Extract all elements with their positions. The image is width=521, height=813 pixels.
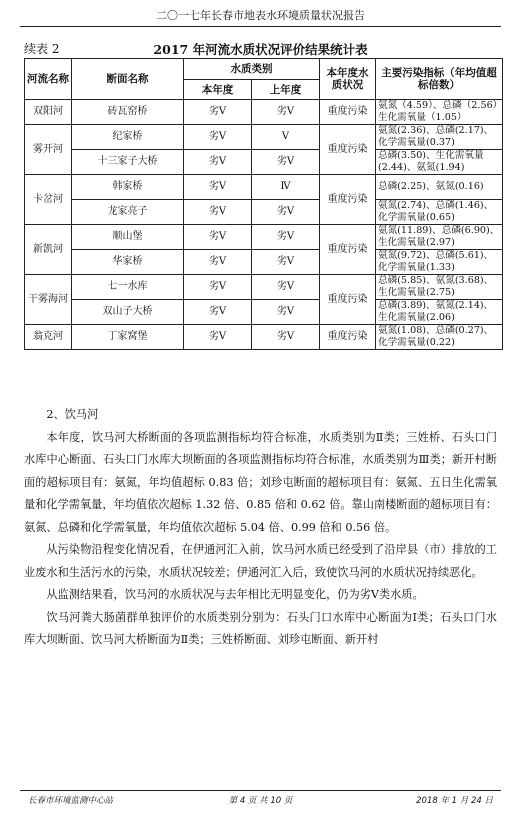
- last-year-class: 劣Ⅴ: [252, 150, 320, 175]
- last-year-class: 劣Ⅴ: [252, 200, 320, 225]
- table-row: [25, 250, 503, 275]
- pollutants: 总磷(3.50)、生化需氧量(2.44)、氨氮(1.94): [376, 150, 503, 175]
- table-row: [25, 325, 503, 350]
- footer-org: 长春市环境监测中心站: [28, 796, 114, 806]
- table-title: 2017 年河流水质状况评价结果统计表: [153, 42, 368, 57]
- table-row: [25, 275, 503, 300]
- table-row: [25, 175, 503, 200]
- status: 重度污染: [320, 100, 376, 125]
- table-row: [25, 225, 503, 250]
- this-year-class: 劣Ⅴ: [184, 175, 252, 200]
- paragraph: 饮马河粪大肠菌群单独评价的水质类别分别为：石头门口水库中心断面为Ⅰ类；石头口门水库大坝断面、饮马河大桥断面为Ⅱ类；三姓桥断面、刘珍屯断面、新开村: [24, 610, 497, 646]
- this-year-class: 劣Ⅴ: [184, 150, 252, 175]
- river-name: 干雾海河: [25, 275, 72, 325]
- this-year-class: 劣Ⅴ: [184, 325, 252, 350]
- header-last-year: 上年度: [252, 80, 320, 100]
- last-year-class: 劣Ⅴ: [252, 225, 320, 250]
- pollutants: 总磷(2.25)、氨氮(0.16): [376, 175, 503, 200]
- section-name: 七一水库: [72, 275, 184, 300]
- river-name: 新凯河: [25, 225, 72, 275]
- river-name: 卡岔河: [25, 175, 72, 225]
- table-row: [25, 100, 503, 125]
- last-year-class: 劣Ⅴ: [252, 300, 320, 325]
- river-name: 翁克河: [25, 325, 72, 350]
- footer-date: 2018 年 1 月 24 日: [416, 796, 493, 806]
- section-name: 砖瓦窑桥: [72, 100, 184, 125]
- pollutants: 总磷(5.85)、氨氮(3.68)、生化需氧量(2.75): [376, 275, 503, 300]
- section-name: 十三家子大桥: [72, 150, 184, 175]
- header-category: 水质类别: [184, 59, 320, 80]
- status: 重度污染: [320, 125, 376, 175]
- paragraph: 从监测结果看，饮马河的水质状况与去年相比无明显变化，仍为劣Ⅴ类水质。: [46, 588, 424, 601]
- paragraph: 从污染物沿程变化情况看，在伊通河汇入前，饮马河水质已经受到了沿岸县（市）排放的工业废水和生活污水的污染，水质状况较差；伊通河汇入后，致使饮马河的水质状况持续恶化。: [24, 543, 497, 579]
- last-year-class: Ⅴ: [252, 125, 320, 150]
- status: 重度污染: [320, 325, 376, 350]
- table-number: 续表 2: [24, 42, 60, 56]
- pollutants: 总磷(3.89)、氨氮(2.14)、生化需氧量(2.06): [376, 300, 503, 325]
- status: 重度污染: [320, 175, 376, 225]
- section-name: 双山子大桥: [72, 300, 184, 325]
- water-quality-table: [24, 58, 503, 350]
- section-heading: 2、饮马河: [46, 408, 99, 421]
- last-year-class: 劣Ⅴ: [252, 100, 320, 125]
- footer-page-number: 第 4 页 共 10 页: [228, 796, 293, 806]
- section-name: 纪家桥: [72, 125, 184, 150]
- page-footer: [20, 790, 501, 805]
- this-year-class: 劣Ⅴ: [184, 250, 252, 275]
- this-year-class: 劣Ⅴ: [184, 225, 252, 250]
- section-name: 龙家亮子: [72, 200, 184, 225]
- pollutants: 氨氮(9.72)、总磷(5.61)、化学需氧量(1.33): [376, 250, 503, 275]
- table-row: [25, 300, 503, 325]
- section-name: 丁家窝堡: [72, 325, 184, 350]
- table-row: [25, 125, 503, 150]
- last-year-class: Ⅳ: [252, 175, 320, 200]
- last-year-class: 劣Ⅴ: [252, 325, 320, 350]
- table-row: [25, 150, 503, 175]
- pollutants: 氨氮(1.08)、总磷(0.27)、化学需氧量(0.22): [376, 325, 503, 350]
- header-status: 本年度水质状况: [320, 59, 376, 100]
- section-name: 华家桥: [72, 250, 184, 275]
- this-year-class: 劣Ⅴ: [184, 200, 252, 225]
- this-year-class: 劣Ⅴ: [184, 300, 252, 325]
- river-name: 雾开河: [25, 125, 72, 175]
- page-header: 二〇一七年长春市地表水环境质量状况报告: [20, 8, 501, 27]
- header-section: 断面名称: [72, 59, 184, 100]
- header-river: 河流名称: [25, 59, 72, 100]
- header-this-year: 本年度: [184, 80, 252, 100]
- header-pollutants: 主要污染指标（年均值超标倍数）: [376, 59, 503, 100]
- status: 重度污染: [320, 225, 376, 275]
- paragraph: 本年度，饮马河大桥断面的各项监测指标均符合标准，水质类别为Ⅱ类；三姓桥、石头口门水库中心断面、石头口门水库大坝断面的各项监测指标均符合标准，水质类别为Ⅲ类；新开村断面的超标项目有：氨氮，年均值超标 0.83 倍；刘珍屯断面的超标项目有：氨氮、五日生化需氧量和化学需氧量，年均值依次超标 1.32 倍、0.85 倍和 0.62 倍。靠山南楼断面的超标项目有：氨氮、总磷和化学需氧量，年均值依次超标 5.04 倍、0.99 倍和 0.56 倍。: [24, 430, 497, 534]
- table-row: [25, 200, 503, 225]
- section-name: 韩家桥: [72, 175, 184, 200]
- status: 重度污染: [320, 275, 376, 325]
- last-year-class: 劣Ⅴ: [252, 275, 320, 300]
- table-title-row: [24, 40, 497, 56]
- pollutants: 氨氮(2.74)、总磷(1.46)、化学需氧量(0.65): [376, 200, 503, 225]
- section-name: 顺山堡: [72, 225, 184, 250]
- pollutants: 氨氮(2.36)、总磷(2.17)、化学需氧量(0.37): [376, 125, 503, 150]
- river-name: 双阳河: [25, 100, 72, 125]
- last-year-class: 劣Ⅴ: [252, 250, 320, 275]
- body-text: [24, 404, 497, 652]
- pollutants: 氨氮（4.59）、总磷（2.56）生化需氧量（1.05）: [376, 100, 503, 125]
- this-year-class: 劣Ⅴ: [184, 125, 252, 150]
- pollutants: 氨氮(11.89)、总磷(6.90)、生化需氧量(2.97): [376, 225, 503, 250]
- this-year-class: 劣Ⅴ: [184, 275, 252, 300]
- this-year-class: 劣Ⅴ: [184, 100, 252, 125]
